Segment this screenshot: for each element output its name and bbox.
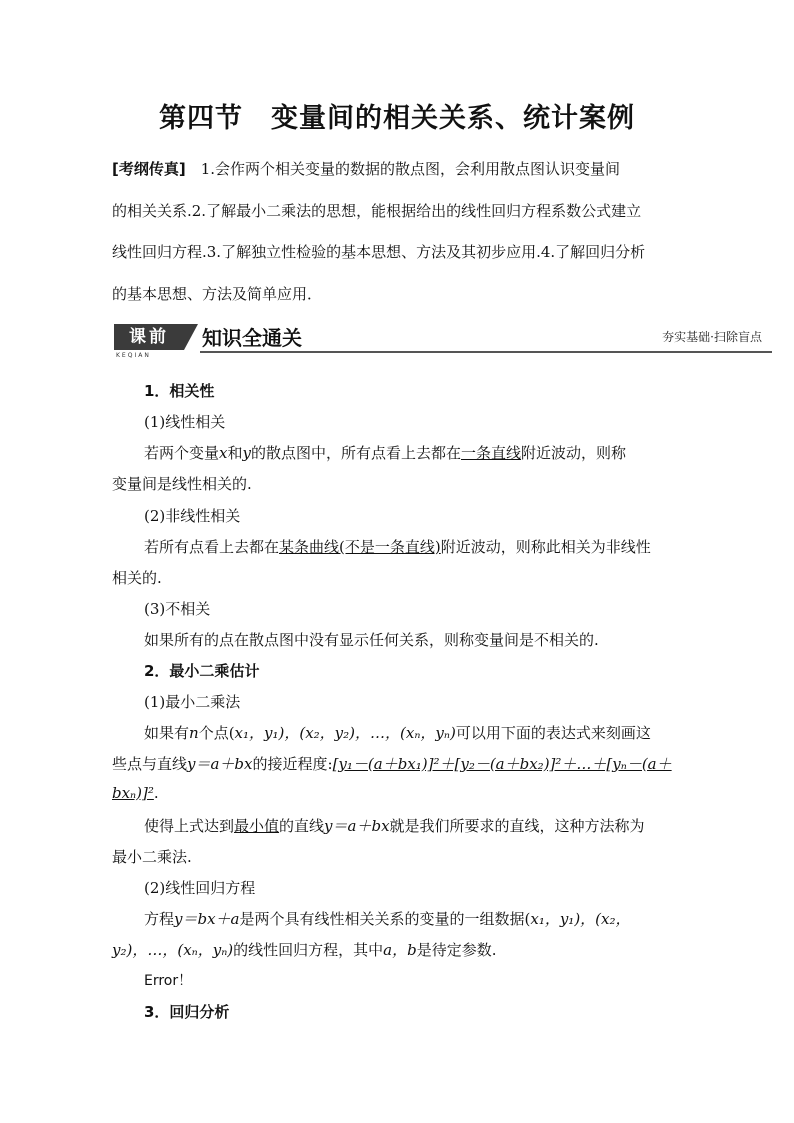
section-2-1-line-4: 使得上式达到最小值的直线y＝a＋bx就是我们所要求的直线，这种方法称为 (144, 817, 645, 835)
section-1-2-line-2: 相关的. (112, 569, 162, 587)
section-banner (112, 322, 772, 362)
section-3-title: 3．回归分析 (144, 1003, 230, 1021)
banner-badge-arrow (184, 324, 198, 350)
section-1-2-line-1: 若所有点看上去都在某条曲线(不是一条直线)附近波动，则称此相关为非线性 (144, 538, 651, 556)
page-title: 第四节 变量间的相关关系、统计案例 (159, 103, 635, 134)
section-2-1-line-1: 如果有n个点(x₁，y₁)，(x₂，y₂)，…，(xₙ，yₙ)可以用下面的表达式来刻画这 (144, 724, 651, 742)
section-1-title: 1．相关性 (144, 382, 215, 400)
section-1-2-title: (2)非线性相关 (144, 507, 241, 525)
section-1-1-line-1: 若两个变量x和y的散点图中，所有点看上去都在一条直线附近波动，则称 (144, 444, 627, 462)
section-1-3-title: (3)不相关 (144, 600, 211, 618)
intro-line-2: 的相关关系.2.了解最小二乘法的思想，能根据给出的线性回归方程系数公式建立 (112, 202, 642, 220)
section-2-1-title: (1)最小二乘法 (144, 693, 241, 711)
intro-line-1: [考纲传真] 1.会作两个相关变量的数据的散点图，会利用散点图认识变量间 (112, 160, 621, 178)
section-1-3-text: 如果所有的点在散点图中没有显示任何关系，则称变量间是不相关的. (144, 631, 599, 649)
section-2-title: 2．最小二乘估计 (144, 662, 260, 680)
section-2-1-line-3: bxₙ)]². (112, 784, 159, 802)
section-1-1-title: (1)线性相关 (144, 413, 226, 431)
banner-badge-subtitle: KEQIAN (116, 352, 151, 359)
syllabus-tag: [考纲传真] (112, 160, 186, 178)
section-2-2-line-1: 方程y＝bx＋a是两个具有线性相关关系的变量的一组数据(x₁，y₁)，(x₂， (144, 910, 631, 928)
banner-slogan: 夯实基础·扫除盲点 (662, 330, 762, 344)
error-text: Error！ (144, 973, 193, 989)
section-2-2-line-2: y₂)，…，(xₙ，yₙ)的线性回归方程，其中a，b是待定参数. (112, 941, 497, 959)
section-1-1-line-2: 变量间是线性相关的. (112, 475, 252, 493)
section-2-1-line-5: 最小二乘法. (112, 848, 192, 866)
banner-badge: 课前 (114, 324, 184, 350)
banner-divider (200, 351, 772, 353)
intro-line-3: 线性回归方程.3.了解独立性检验的基本思想、方法及其初步应用.4.了解回归分析 (112, 243, 646, 261)
section-2-1-line-2: 些点与直线y＝a＋bx的接近程度:[y₁－(a＋bx₁)]²＋[y₂－(a＋bx₂)]²＋…＋[yₙ－(a＋ (112, 755, 672, 773)
banner-title: 知识全通关 (202, 326, 302, 350)
intro-line-4: 的基本思想、方法及简单应用． (112, 285, 323, 303)
section-2-2-title: (2)线性回归方程 (144, 879, 256, 897)
